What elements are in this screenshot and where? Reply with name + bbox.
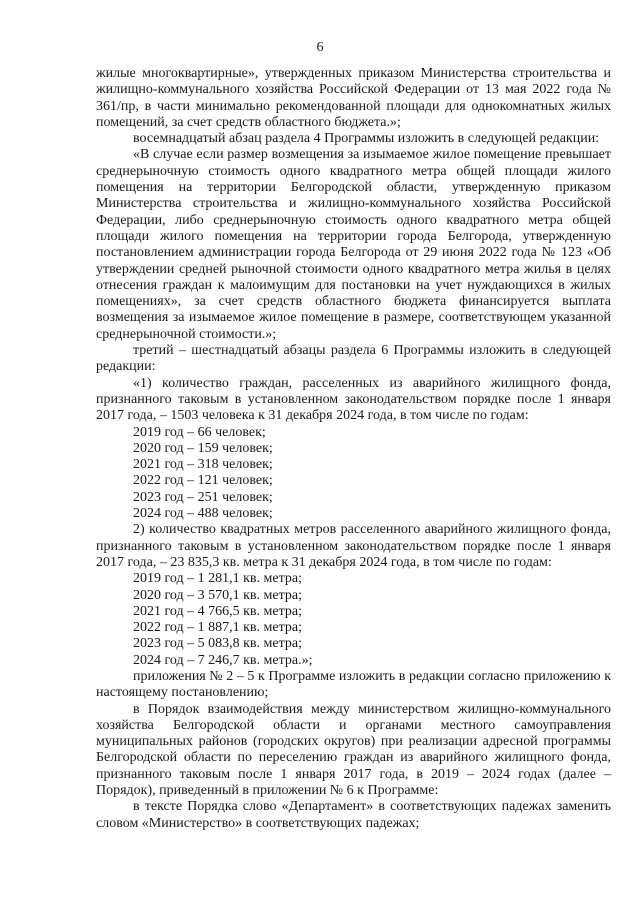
list-item: 2020 год – 3 570,1 кв. метра; bbox=[133, 587, 302, 603]
paragraph-item-2: 2) количество квадратных метров расселенного аварийного жилищного фонда, признанного таковым в установленном законодательством порядке после 1 января 2017 года, – 23 835,3 кв. метра к 31 декабря 2024 года, в том числе по годам: bbox=[96, 522, 611, 570]
list-item: 2022 год – 1 887,1 кв. метра; bbox=[133, 620, 302, 636]
paragraph-4: третий – шестнадцатый абзацы раздела 6 Программы изложить в следующей редакции: bbox=[96, 343, 611, 375]
list-item: 2023 год – 251 человек; bbox=[133, 489, 273, 505]
paragraph-2: восемнадцатый абзац раздела 4 Программы изложить в следующей редакции: bbox=[133, 131, 600, 147]
paragraph-3-quote: «В случае если размер возмещения за изымаемое жилое помещение превышает среднерыночную стоимость одного квадратного метра общей площади жилого помещения на территории Белгородской области, утвержденную приказом Министерства строительства и жилищно-коммунального хозяйства Российской Федерации, либо среднерыночную стоимость одного квадратного метра общей площади жилого помещения на территории города Белгорода, утвержденную постановлением администрации города Белгорода от 29 июня 2022 года № 123 «Об утверждении средней рыночной стоимости одного квадратного метра жилья в целях отнесения граждан к малоимущим для постановки на учет нуждающихся в жилых помещениях», за счет средств областного бюджета финансируется выплата возмещения за изымаемое жилое помещение в размере, соответствующем указанной среднерыночной стоимости.»; bbox=[96, 147, 611, 342]
paragraph-appendices: приложения № 2 – 5 к Программе изложить в редакции согласно приложению к настоящему постановлению; bbox=[96, 668, 611, 701]
list-item: 2020 год – 159 человек; bbox=[133, 440, 273, 456]
list-item: 2024 год – 488 человек; bbox=[133, 506, 273, 522]
area-by-year-list bbox=[96, 571, 611, 669]
list-item: 2019 год – 66 человек; bbox=[133, 424, 266, 440]
list-item: 2021 год – 318 человек; bbox=[133, 457, 273, 473]
list-item: 2019 год – 1 281,1 кв. метра; bbox=[133, 571, 302, 587]
citizens-by-year-list bbox=[96, 425, 611, 523]
page-number: 6 bbox=[316, 40, 324, 55]
list-item: 2023 год – 5 083,8 кв. метра; bbox=[133, 636, 302, 652]
document-body bbox=[96, 66, 611, 832]
paragraph-procedure: в Порядок взаимодействия между министерством жилищно-коммунального хозяйства Белгородской области и органами местного самоуправления муниципальных районов (городских округов) при реализации адресной программы Белгородской области по переселению граждан из аварийного жилищного фонда, признанного таковым после 1 января 2017 года, в 2019 – 2024 годах (далее – Порядок), приведенный в приложении № 6 к Программе: bbox=[96, 701, 611, 799]
paragraph-5-item-1: «1) количество граждан, расселенных из аварийного жилищного фонда, признанного таковым в установленном законодательством порядке после 1 января 2017 года, – 1503 человека к 31 декабря 2024 года, в том числе по годам: bbox=[96, 375, 611, 424]
list-item: 2022 год – 121 человек; bbox=[133, 473, 273, 489]
paragraph-replace-word: в тексте Порядка слово «Департамент» в соответствующих падежах заменить словом «Министерство» в соответствующих падежах; bbox=[96, 799, 611, 831]
paragraph-1: жилые многоквартирные», утвержденных приказом Министерства строительства и жилищно-коммунального хозяйства Российской Федерации от 13 мая 2022 года № 361/пр, в части минимально рекомендованной площади для однокомнатных жилых помещений, за счет средств областного бюджета.»; bbox=[96, 66, 611, 130]
list-item: 2024 год – 7 246,7 кв. метра.»; bbox=[133, 652, 313, 668]
list-item: 2021 год – 4 766,5 кв. метра; bbox=[133, 603, 302, 619]
